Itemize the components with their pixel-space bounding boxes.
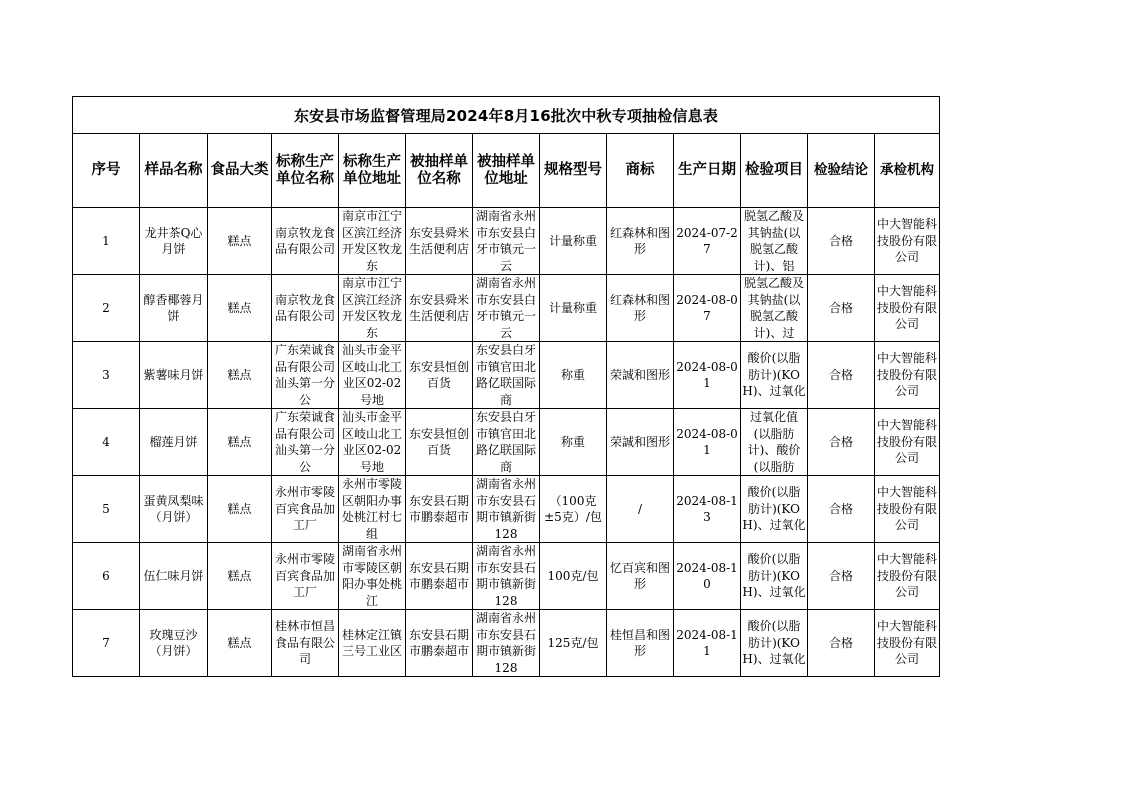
cell-text: 2024-08-13 bbox=[676, 493, 738, 524]
cell-col-sampled-unit-name bbox=[406, 208, 473, 275]
cell-col-lab bbox=[875, 275, 940, 342]
cell-text: 合格 bbox=[828, 568, 853, 583]
cell-text: 红森林和图形 bbox=[609, 225, 670, 256]
cell-col-sample-name bbox=[140, 543, 208, 610]
cell-text: 玫瑰豆沙（月饼） bbox=[149, 627, 198, 658]
cell-col-food-category bbox=[208, 610, 272, 677]
cell-col-sample-name bbox=[140, 409, 208, 476]
header-col-sampled-unit-name: 被抽样单位名称 bbox=[406, 134, 473, 208]
cell-col-producer-address bbox=[339, 610, 406, 677]
cell-col-lab bbox=[875, 476, 940, 543]
cell-text: 东安县石期市鹏泰超市 bbox=[408, 493, 469, 524]
cell-text: 2024-08-10 bbox=[676, 560, 738, 591]
cell-text: 合格 bbox=[828, 367, 853, 382]
cell-text: 湖南省永州市东安县白牙市镇元一云 bbox=[475, 276, 536, 340]
cell-text: 东安县恒创百货 bbox=[408, 426, 469, 457]
cell-text: 过氧化值(以脂肪计)、酸价(以脂肪 bbox=[747, 410, 801, 474]
cell-col-food-category bbox=[208, 342, 272, 409]
cell-text: 糕点 bbox=[227, 635, 252, 650]
cell-text: 糕点 bbox=[227, 434, 252, 449]
cell-text: 荣誠和图形 bbox=[609, 434, 670, 449]
cell-col-producer-name bbox=[272, 342, 339, 409]
cell-col-lab bbox=[875, 610, 940, 677]
cell-text: 糕点 bbox=[227, 501, 252, 516]
cell-col-food-category bbox=[208, 409, 272, 476]
cell-text: 东安县石期市鹏泰超市 bbox=[408, 560, 469, 591]
cell-text: 东安县白牙市镇官田北路亿联国际商 bbox=[475, 410, 536, 474]
cell-text: 南京牧龙食品有限公司 bbox=[274, 225, 335, 256]
cell-text: 100克/包 bbox=[547, 568, 599, 583]
cell-col-producer-name bbox=[272, 476, 339, 543]
cell-col-seq bbox=[73, 543, 140, 610]
cell-col-trademark bbox=[607, 476, 674, 543]
cell-text: 计量称重 bbox=[548, 233, 597, 248]
cell-text: 酸价(以脂肪计)(KOH)、过氧化 bbox=[742, 552, 806, 600]
cell-text: 中大智能科技股份有限公司 bbox=[876, 418, 937, 466]
header-col-sample-name: 样品名称 bbox=[140, 134, 208, 208]
header-col-trademark: 商标 bbox=[607, 134, 674, 208]
cell-text: 东安县舜米生活便利店 bbox=[408, 292, 469, 323]
cell-col-producer-name bbox=[272, 275, 339, 342]
table-body bbox=[73, 208, 940, 677]
cell-text: 1 bbox=[102, 233, 110, 248]
cell-text: 湖南省永州市东安县石期市镇新街128 bbox=[475, 477, 536, 541]
header-col-food-category: 食品大类 bbox=[208, 134, 272, 208]
cell-text: 汕头市金平区岐山北工业区02-02号地 bbox=[341, 410, 402, 474]
cell-text: 糕点 bbox=[227, 568, 252, 583]
inspection-table bbox=[72, 96, 940, 677]
cell-text: 中大智能科技股份有限公司 bbox=[876, 485, 937, 533]
cell-col-trademark bbox=[607, 208, 674, 275]
cell-text: 汕头市金平区岐山北工业区02-02号地 bbox=[341, 343, 402, 407]
cell-col-producer-name bbox=[272, 543, 339, 610]
cell-col-production-date bbox=[674, 476, 741, 543]
cell-text: 醇香椰蓉月饼 bbox=[143, 292, 204, 323]
cell-col-food-category bbox=[208, 543, 272, 610]
cell-col-sampled-unit-address bbox=[473, 543, 540, 610]
cell-text: / bbox=[637, 501, 643, 516]
cell-text: 称重 bbox=[560, 367, 585, 382]
cell-text: 7 bbox=[102, 635, 110, 650]
header-col-seq: 序号 bbox=[73, 134, 140, 208]
cell-text: 125克/包 bbox=[547, 635, 599, 650]
cell-text: 永州市零陵百宾食品加工厂 bbox=[274, 552, 335, 600]
cell-text: 6 bbox=[102, 568, 110, 583]
cell-col-food-category bbox=[208, 208, 272, 275]
cell-text: 桂恒昌和图形 bbox=[609, 627, 670, 658]
cell-text: 龙井茶Q心月饼 bbox=[144, 225, 203, 256]
cell-col-test-items bbox=[741, 610, 808, 677]
cell-col-conclusion bbox=[808, 342, 875, 409]
cell-col-trademark bbox=[607, 610, 674, 677]
cell-text: 糕点 bbox=[227, 367, 252, 382]
cell-col-spec bbox=[540, 409, 607, 476]
cell-col-trademark bbox=[607, 543, 674, 610]
cell-text: 永州市零陵区朝阳办事处桃江村七组 bbox=[341, 477, 402, 541]
header-col-lab: 承检机构 bbox=[875, 134, 940, 208]
cell-text: 东安县恒创百货 bbox=[408, 359, 469, 390]
cell-col-trademark bbox=[607, 409, 674, 476]
cell-col-sampled-unit-name bbox=[406, 476, 473, 543]
cell-text: 广东荣诚食品有限公司汕头第一分公 bbox=[274, 410, 335, 474]
cell-col-producer-name bbox=[272, 208, 339, 275]
cell-col-sample-name bbox=[140, 476, 208, 543]
cell-col-production-date bbox=[674, 543, 741, 610]
cell-text: 脱氢乙酸及其钠盐(以脱氢乙酸计)、过 bbox=[743, 276, 804, 340]
table-row bbox=[73, 476, 940, 543]
cell-text: 紫薯味月饼 bbox=[143, 367, 204, 382]
cell-text: 2024-08-01 bbox=[676, 359, 738, 390]
cell-col-sample-name bbox=[140, 208, 208, 275]
cell-col-sampled-unit-name bbox=[406, 543, 473, 610]
cell-text: 红森林和图形 bbox=[609, 292, 670, 323]
cell-col-conclusion bbox=[808, 275, 875, 342]
cell-col-spec bbox=[540, 476, 607, 543]
cell-text: 合格 bbox=[828, 434, 853, 449]
cell-col-producer-address bbox=[339, 208, 406, 275]
cell-col-conclusion bbox=[808, 409, 875, 476]
cell-col-conclusion bbox=[808, 610, 875, 677]
cell-col-production-date bbox=[674, 409, 741, 476]
cell-text: 2024-08-01 bbox=[676, 426, 738, 457]
cell-text: 合格 bbox=[828, 300, 853, 315]
cell-text: 酸价(以脂肪计)(KOH)、过氧化 bbox=[742, 619, 806, 667]
cell-text: 荣誠和图形 bbox=[609, 367, 670, 382]
cell-col-sample-name bbox=[140, 342, 208, 409]
cell-text: 2024-08-07 bbox=[676, 292, 738, 323]
cell-text: 酸价(以脂肪计)(KOH)、过氧化 bbox=[742, 351, 806, 399]
cell-col-lab bbox=[875, 208, 940, 275]
cell-col-sampled-unit-address bbox=[473, 208, 540, 275]
cell-text: （100克±5克）/包 bbox=[544, 493, 602, 524]
cell-text: 称重 bbox=[560, 434, 585, 449]
cell-col-sampled-unit-address bbox=[473, 610, 540, 677]
cell-text: 伍仁味月饼 bbox=[143, 568, 204, 583]
cell-col-test-items bbox=[741, 208, 808, 275]
title-row bbox=[73, 97, 940, 134]
cell-col-spec bbox=[540, 275, 607, 342]
cell-text: 东安县舜米生活便利店 bbox=[408, 225, 469, 256]
cell-text: 中大智能科技股份有限公司 bbox=[876, 284, 937, 332]
table-row bbox=[73, 342, 940, 409]
cell-text: 合格 bbox=[828, 501, 853, 516]
cell-col-producer-address bbox=[339, 476, 406, 543]
cell-text: 广东荣诚食品有限公司汕头第一分公 bbox=[274, 343, 335, 407]
cell-col-seq bbox=[73, 476, 140, 543]
cell-col-sampled-unit-address bbox=[473, 342, 540, 409]
table-row bbox=[73, 208, 940, 275]
header-row bbox=[73, 134, 940, 208]
cell-col-lab bbox=[875, 342, 940, 409]
cell-col-producer-name bbox=[272, 409, 339, 476]
header-col-producer-name: 标称生产单位名称 bbox=[272, 134, 339, 208]
cell-text: 2024-08-11 bbox=[676, 627, 738, 658]
cell-text: 中大智能科技股份有限公司 bbox=[876, 552, 937, 600]
cell-col-sampled-unit-name bbox=[406, 610, 473, 677]
cell-col-test-items bbox=[741, 409, 808, 476]
cell-text: 湖南省永州市东安县石期市镇新街128 bbox=[475, 544, 536, 608]
cell-text: 酸价(以脂肪计)(KOH)、过氧化 bbox=[742, 485, 806, 533]
cell-col-sampled-unit-address bbox=[473, 275, 540, 342]
cell-text: 2024-07-27 bbox=[676, 225, 738, 256]
cell-col-production-date bbox=[674, 610, 741, 677]
cell-text: 中大智能科技股份有限公司 bbox=[876, 619, 937, 667]
cell-col-test-items bbox=[741, 476, 808, 543]
cell-col-sampled-unit-address bbox=[473, 476, 540, 543]
cell-text: 合格 bbox=[828, 635, 853, 650]
cell-text: 糕点 bbox=[227, 233, 252, 248]
cell-col-sampled-unit-name bbox=[406, 409, 473, 476]
cell-col-test-items bbox=[741, 543, 808, 610]
cell-col-sample-name bbox=[140, 275, 208, 342]
cell-text: 东安县白牙市镇官田北路亿联国际商 bbox=[475, 343, 536, 407]
cell-col-food-category bbox=[208, 476, 272, 543]
header-col-spec: 规格型号 bbox=[540, 134, 607, 208]
cell-col-seq bbox=[73, 342, 140, 409]
cell-col-production-date bbox=[674, 208, 741, 275]
cell-text: 中大智能科技股份有限公司 bbox=[876, 217, 937, 265]
cell-col-test-items bbox=[741, 275, 808, 342]
header-col-production-date: 生产日期 bbox=[674, 134, 741, 208]
cell-text: 榴莲月饼 bbox=[149, 434, 198, 449]
cell-text: 2 bbox=[102, 300, 110, 315]
cell-col-producer-address bbox=[339, 409, 406, 476]
header-col-sampled-unit-address: 被抽样单位地址 bbox=[473, 134, 540, 208]
cell-text: 东安县石期市鹏泰超市 bbox=[408, 627, 469, 658]
cell-text: 桂林定江镇三号工业区 bbox=[341, 627, 402, 658]
cell-text: 中大智能科技股份有限公司 bbox=[876, 351, 937, 399]
cell-text: 蛋黄凤梨味（月饼） bbox=[143, 493, 204, 524]
cell-text: 糕点 bbox=[227, 300, 252, 315]
header-col-conclusion: 检验结论 bbox=[808, 134, 875, 208]
cell-col-spec bbox=[540, 610, 607, 677]
cell-col-seq bbox=[73, 208, 140, 275]
cell-text: 南京牧龙食品有限公司 bbox=[274, 292, 335, 323]
cell-col-trademark bbox=[607, 275, 674, 342]
cell-text: 4 bbox=[102, 434, 110, 449]
cell-text: 合格 bbox=[828, 233, 853, 248]
cell-text: 南京市江宁区滨江经济开发区牧龙东 bbox=[341, 209, 402, 273]
table-row bbox=[73, 610, 940, 677]
cell-col-food-category bbox=[208, 275, 272, 342]
cell-col-producer-address bbox=[339, 342, 406, 409]
cell-text: 湖南省永州市东安县白牙市镇元一云 bbox=[475, 209, 536, 273]
cell-col-sample-name bbox=[140, 610, 208, 677]
cell-text: 计量称重 bbox=[548, 300, 597, 315]
cell-col-sampled-unit-name bbox=[406, 342, 473, 409]
table-row bbox=[73, 543, 940, 610]
cell-col-lab bbox=[875, 543, 940, 610]
cell-col-spec bbox=[540, 208, 607, 275]
cell-col-producer-address bbox=[339, 275, 406, 342]
cell-text: 湖南省永州市东安县石期市镇新街128 bbox=[475, 611, 536, 675]
cell-col-spec bbox=[540, 342, 607, 409]
header-col-test-items: 检验项目 bbox=[741, 134, 808, 208]
cell-text: 永州市零陵百宾食品加工厂 bbox=[274, 485, 335, 533]
cell-col-spec bbox=[540, 543, 607, 610]
cell-col-sampled-unit-name bbox=[406, 275, 473, 342]
cell-col-conclusion bbox=[808, 208, 875, 275]
cell-col-production-date bbox=[674, 275, 741, 342]
cell-col-sampled-unit-address bbox=[473, 409, 540, 476]
cell-text: 脱氢乙酸及其钠盐(以脱氢乙酸计)、铝 bbox=[743, 209, 804, 273]
cell-col-production-date bbox=[674, 342, 741, 409]
cell-text: 3 bbox=[102, 367, 110, 382]
cell-text: 5 bbox=[102, 501, 110, 516]
cell-text: 忆百宾和图形 bbox=[609, 560, 670, 591]
cell-text: 桂林市恒昌食品有限公司 bbox=[274, 619, 335, 667]
table-row bbox=[73, 409, 940, 476]
header-col-producer-address: 标称生产单位地址 bbox=[339, 134, 406, 208]
cell-col-seq bbox=[73, 610, 140, 677]
cell-col-conclusion bbox=[808, 476, 875, 543]
cell-col-producer-address bbox=[339, 543, 406, 610]
table-row bbox=[73, 275, 940, 342]
cell-col-seq bbox=[73, 409, 140, 476]
cell-col-lab bbox=[875, 409, 940, 476]
table-title: 东安县市场监督管理局2024年8月16批次中秋专项抽检信息表 bbox=[73, 97, 940, 134]
cell-col-trademark bbox=[607, 342, 674, 409]
cell-col-test-items bbox=[741, 342, 808, 409]
cell-col-conclusion bbox=[808, 543, 875, 610]
cell-col-seq bbox=[73, 275, 140, 342]
cell-col-producer-name bbox=[272, 610, 339, 677]
cell-text: 湖南省永州市零陵区朝阳办事处桃江 bbox=[341, 544, 402, 608]
cell-text: 南京市江宁区滨江经济开发区牧龙东 bbox=[341, 276, 402, 340]
